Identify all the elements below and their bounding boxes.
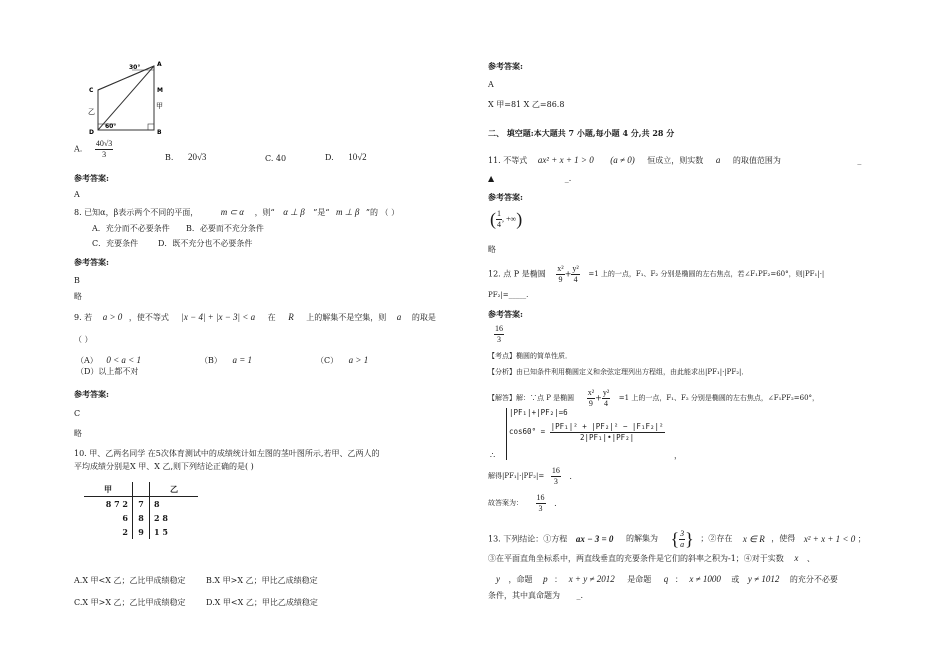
q9-stem-c: 在 bbox=[267, 313, 276, 322]
q9-option-b bbox=[200, 355, 252, 366]
q9-option-a bbox=[76, 355, 141, 366]
stem-right: 2 8 bbox=[150, 511, 199, 525]
q8-math-2: α ⊥ β bbox=[283, 207, 305, 217]
q9-paren: （ ） bbox=[74, 335, 93, 344]
q8-stem-d: ”的 （ ） bbox=[365, 208, 400, 217]
q13-l2-math: x bbox=[794, 553, 799, 563]
q12-result-a: 解得|PF₁|·|PF₂|= bbox=[488, 472, 545, 481]
q13-l2: ③在平面直角坐标系中，两直线垂直的充要条件是它们的斜率之积为-1；④对于实数 bbox=[488, 554, 784, 563]
q13-l3-y: y bbox=[496, 574, 500, 584]
q13-l3-p: p bbox=[543, 574, 548, 584]
q9-note: 略 bbox=[74, 429, 82, 438]
triangle-icon: ▲ bbox=[488, 174, 495, 183]
q9-option-c bbox=[316, 355, 368, 366]
q8-stem-c: ”是“ bbox=[313, 208, 330, 217]
q12-answer bbox=[494, 324, 504, 345]
q13-l1c: ；②存在 bbox=[700, 534, 733, 544]
q7-opt-a-num: 40√3 bbox=[95, 139, 113, 148]
q12-final-fraction bbox=[536, 493, 546, 514]
q12-jieda-b: =1 上的一点，F₁、F₂ 分别是椭圆的左右焦点，∠F₁PF₂=60°， bbox=[618, 394, 820, 403]
stem-row bbox=[84, 497, 198, 512]
q12-answer-den: 3 bbox=[497, 335, 501, 344]
q11-answer: ( $\frac{1}{4}$ , +∞) bbox=[490, 208, 523, 229]
q12-sys-cos: cos60° = bbox=[509, 427, 546, 437]
q7-option-b bbox=[165, 152, 206, 163]
q11-note: 略 bbox=[488, 245, 496, 254]
q13-l1e: ； bbox=[857, 534, 866, 544]
q7-opt-d-prefix: D. bbox=[325, 153, 334, 162]
q11-stem bbox=[488, 155, 861, 166]
q12-answer-num: 16 bbox=[495, 324, 503, 333]
q13-math-1: ax − 3 = 0 bbox=[575, 533, 614, 544]
q7-answer: A bbox=[74, 190, 80, 199]
q12-frac-x bbox=[556, 264, 564, 285]
label-c: C bbox=[89, 87, 94, 94]
q7-option-d bbox=[325, 152, 367, 163]
q12-answer-label: 参考答案: bbox=[488, 309, 523, 319]
q13-math-2: x ∈ R bbox=[742, 533, 765, 544]
stem-value: 9 bbox=[133, 525, 150, 539]
q13-l3l: 的充分不必要 bbox=[789, 575, 838, 584]
q9-stem-a: 9. 若 bbox=[74, 313, 93, 322]
q12-plus: + bbox=[564, 269, 572, 279]
q13-l1b: 的解集为 bbox=[625, 534, 658, 544]
q13-line-1: 13. 下列结论：①方程 ax − 3 = 0 的解集为 { $\frac{3}{a}$ } ；②存在 x ∈ R ，使得 x² + x + 1 < 0 ； bbox=[488, 528, 866, 549]
q11-answer-num: 1 bbox=[497, 208, 501, 218]
q11-line-2 bbox=[488, 174, 571, 184]
q8-option-d: D．既不充分也不必要条件 bbox=[158, 239, 253, 248]
q12-result-end: . bbox=[569, 471, 572, 481]
q11-math-2: (a ≠ 0) bbox=[610, 155, 635, 165]
q10-answer-detail: X 甲=81 X 乙=86.8 bbox=[488, 100, 565, 109]
q12-jieda-frac-y bbox=[602, 388, 610, 409]
stem-left: 8 7 2 bbox=[105, 499, 128, 509]
q12-frac-y bbox=[571, 264, 579, 285]
label-30deg: 30° bbox=[129, 64, 141, 71]
q12-sys-comma: ， bbox=[674, 451, 682, 460]
q12-sys-line-1: |PF₁|+|PF₂|=6 bbox=[509, 408, 568, 417]
q12-stem-c: PF₂|=_____. bbox=[488, 291, 529, 299]
q12-equation-system bbox=[506, 408, 665, 460]
q9-opt-c-math: a > 1 bbox=[348, 355, 369, 365]
q9-answer-label: 参考答案: bbox=[74, 389, 109, 399]
stem-leaf-table bbox=[84, 482, 198, 539]
label-yi: 乙 bbox=[88, 108, 95, 116]
q11-answer-label: 参考答案: bbox=[488, 192, 523, 202]
q8-math-1: m ⊂ α bbox=[220, 207, 245, 217]
q12-answer-fraction bbox=[494, 324, 504, 345]
q12-jieda-frac-x bbox=[587, 388, 595, 409]
q13-l2-end: 、 bbox=[806, 554, 815, 563]
q8-stem-b: ，则“ bbox=[254, 208, 275, 217]
q12-final-den: 3 bbox=[538, 504, 543, 513]
q9-math-3: R bbox=[288, 312, 294, 322]
q13-l3d: ： bbox=[554, 575, 563, 584]
q13-l3f: 是命题 bbox=[627, 575, 652, 584]
label-d: D bbox=[89, 129, 94, 136]
q11-answer-tail: , +∞ bbox=[502, 214, 517, 224]
q11-answer-den: 4 bbox=[497, 219, 501, 229]
q9-stem-d: 上的解集不是空集，则 bbox=[306, 313, 387, 322]
q13-l3-expr3: y ≠ 1012 bbox=[747, 574, 780, 584]
q12-jieda-frac-y-den: 4 bbox=[604, 399, 609, 408]
stem-header-yi: 乙 bbox=[150, 482, 199, 497]
q12-result-den: 3 bbox=[553, 477, 558, 486]
q12-stem-a: 12. 点 P 是椭圆 bbox=[488, 269, 546, 279]
q7-opt-a-fraction bbox=[95, 139, 113, 160]
q11-math-1: ax² + x + 1 > 0 bbox=[537, 155, 594, 165]
q10-line-2: 平均成绩分别是X 甲、X 乙,则下列结论正确的是( ) bbox=[74, 462, 254, 471]
stem-right: 8 bbox=[150, 497, 199, 512]
q12-fenxi: 【分析】由已知条件利用椭圆定义和余弦定理列出方程组，由此能求出|PF₁|·|PF₂|． bbox=[488, 368, 749, 376]
q12-therefore: ∴ bbox=[490, 451, 496, 460]
q12-final-end: . bbox=[554, 498, 557, 508]
q12-frac-x-num: x² bbox=[557, 264, 564, 273]
q13-line-2 bbox=[488, 553, 815, 564]
q12-sys-fraction bbox=[550, 422, 665, 442]
q7-opt-a-prefix: A. bbox=[74, 144, 83, 154]
q9-opt-b-math: a = 1 bbox=[232, 355, 253, 365]
q10-answer: A bbox=[488, 80, 494, 89]
stem-right: 1 5 bbox=[150, 525, 199, 539]
q9-opt-a-label: （A） bbox=[76, 356, 98, 365]
q8-option-b: B．必要而不充分条件 bbox=[186, 224, 264, 233]
label-b: B bbox=[157, 129, 162, 136]
q13-l3b: ，命题 bbox=[508, 575, 533, 584]
q12-frac-y-num: y² bbox=[572, 264, 579, 273]
q12-sys-line-2 bbox=[509, 422, 665, 442]
q13-l3j: 或 bbox=[731, 575, 740, 584]
q13-l3-q: q bbox=[663, 574, 669, 584]
q10-option-c: C.X 甲>X 乙；乙比甲成绩稳定 bbox=[74, 598, 186, 607]
q12-kaodian: 【考点】椭圆的简单性质． bbox=[488, 352, 572, 360]
q12-frac-x-den: 9 bbox=[558, 275, 563, 284]
q13-frac-num: 3 bbox=[680, 528, 685, 538]
q12-frac-y-den: 4 bbox=[573, 275, 578, 284]
q13-math-3: x² + x + 1 < 0 bbox=[803, 533, 856, 544]
q10-line-1: 10. 甲、乙两名同学 在5次体育测试中的成绩统计如左图的茎叶图所示,若甲、乙两人的 bbox=[74, 449, 380, 458]
q11-blank-2: _. bbox=[564, 174, 572, 183]
label-a: A bbox=[157, 61, 162, 68]
q9-math-4: a bbox=[396, 312, 402, 322]
q13-l3h: ： bbox=[674, 575, 683, 584]
q13-l1a: 13. 下列结论：①方程 bbox=[488, 534, 568, 544]
q12-result bbox=[488, 466, 572, 487]
stem-row bbox=[84, 511, 198, 525]
q10-option-b: B.X 甲>X 乙；甲比乙成绩稳定 bbox=[206, 576, 318, 585]
stem-row bbox=[84, 525, 198, 539]
q13-line-3 bbox=[496, 574, 838, 585]
q10-option-a: A.X 甲<X 乙；乙比甲成绩稳定 bbox=[74, 576, 186, 585]
q11-math-3: a bbox=[715, 155, 721, 165]
q11-stem-b: 恒成立，则实数 bbox=[647, 156, 704, 165]
q12-sys-den: 2|PF₁|•|PF₂| bbox=[579, 432, 635, 442]
q12-final bbox=[488, 493, 557, 514]
q12-jieda-frac-x-den: 9 bbox=[588, 399, 593, 408]
q10-option-d: D.X 甲<X 乙；甲比乙成绩稳定 bbox=[206, 598, 318, 607]
q11-blank: _ bbox=[857, 156, 862, 165]
q13-l3-expr2: x ≠ 1000 bbox=[689, 574, 721, 584]
q8-math-3: m ⊥ β bbox=[336, 207, 360, 217]
q7-opt-b-value: 20√3 bbox=[187, 152, 207, 162]
stem-left: 2 bbox=[122, 527, 128, 537]
q12-jieda bbox=[488, 388, 819, 409]
q12-final-a: 故答案为： bbox=[488, 499, 523, 508]
q9-math-2: |x − 4| + |x − 3| < a bbox=[181, 312, 256, 322]
q12-jieda-plus: + bbox=[595, 393, 602, 403]
label-m: M bbox=[157, 87, 163, 94]
q7-option-c: C. 40 bbox=[265, 154, 287, 163]
q12-stem-b: =1 上的一点，F₁、F₂ 分别是椭圆的左右焦点，若∠F₁PF₂=60°，则|PF₁|·| bbox=[588, 270, 825, 279]
q12-stem bbox=[488, 264, 824, 285]
q8-stem bbox=[74, 207, 399, 218]
q13-l3-expr1: x + y ≠ 2012 bbox=[568, 574, 615, 584]
q13-l4-blank: _. bbox=[576, 591, 584, 600]
q9-option-d: （D）以上都不对 bbox=[76, 367, 139, 376]
q9-stem-b: ，使不等式 bbox=[128, 313, 169, 322]
q12-result-num: 16 bbox=[551, 466, 560, 475]
q13-line-4 bbox=[488, 591, 583, 601]
q12-jieda-a: 【解答】解：∵点 P 是椭圆 bbox=[488, 394, 575, 403]
q8-option-a: A．充分而不必要条件 bbox=[92, 224, 170, 233]
q12-result-fraction bbox=[551, 466, 561, 487]
label-jia: 甲 bbox=[156, 102, 163, 110]
q9-answer: C bbox=[74, 409, 81, 418]
q11-stem-a: 11. 不等式 bbox=[488, 156, 528, 165]
q12-final-num: 16 bbox=[536, 493, 545, 502]
q9-opt-b-label: （B） bbox=[200, 356, 222, 365]
q12-sys-num: |PF₁|² + |PF₂|² − |F₁F₂|² bbox=[550, 422, 664, 432]
stem-left: 6 bbox=[122, 513, 128, 523]
q13-frac-den: a bbox=[680, 539, 685, 549]
q12-jieda-frac-x-num: x² bbox=[587, 388, 595, 397]
q9-stem-e: 的取是 bbox=[411, 313, 436, 322]
q13-l1d: ，使得 bbox=[771, 534, 796, 544]
q7-opt-b-prefix: B. bbox=[165, 153, 174, 162]
q13-l4: 条件，其中真命题为 bbox=[488, 591, 560, 600]
q8-stem-a: 8. 已知α，β表示两个不同的平面， bbox=[74, 208, 199, 217]
q8-option-c: C．充要条件 bbox=[92, 239, 139, 248]
q9-opt-a-math: 0 < a < 1 bbox=[106, 355, 141, 365]
label-60deg: 60° bbox=[105, 123, 117, 130]
q9-opt-c-label: （C） bbox=[316, 356, 339, 365]
q10-answer-label: 参考答案: bbox=[488, 61, 523, 71]
q9-math-1: a > 0 bbox=[102, 312, 123, 322]
geometry-figure bbox=[84, 58, 174, 138]
q11-stem-c: 的取值范围为 bbox=[732, 156, 781, 165]
stem-value: 7 bbox=[133, 497, 150, 512]
q9-stem bbox=[74, 312, 436, 323]
q7-opt-a-den: 3 bbox=[102, 150, 107, 159]
q8-answer: B bbox=[74, 276, 80, 285]
stem-header-jia: 甲 bbox=[84, 482, 133, 497]
q7-option-a bbox=[74, 139, 113, 160]
q7-answer-label: 参考答案: bbox=[74, 173, 109, 183]
q7-opt-d-value: 10√2 bbox=[348, 152, 367, 162]
stem-value: 8 bbox=[133, 511, 150, 525]
q12-jieda-frac-y-num: y² bbox=[602, 388, 610, 397]
section-2-heading: 二、 填空题:本大题共 7 小题,每小题 4 分,共 28 分 bbox=[488, 128, 675, 138]
q8-note: 略 bbox=[74, 292, 82, 301]
q8-answer-label: 参考答案: bbox=[74, 257, 109, 267]
